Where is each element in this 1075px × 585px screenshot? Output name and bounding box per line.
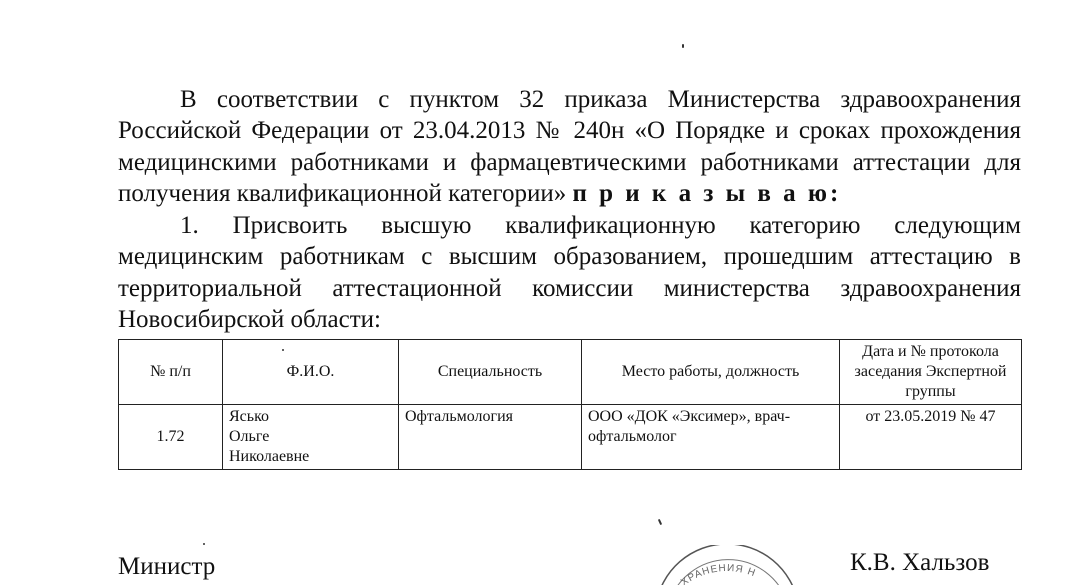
scan-speck xyxy=(658,519,662,525)
row-number: 1.72 xyxy=(119,405,223,470)
row-full-name xyxy=(223,405,399,470)
scan-speck xyxy=(682,44,684,48)
row-workplace: ООО «ДОК «Эксимер», врач-офтальмолог xyxy=(582,405,840,470)
first-name: Ольге xyxy=(229,428,270,445)
stamp-text: ХРАНЕНИЯ Н xyxy=(679,562,758,585)
header-full-name: Ф.И.О. xyxy=(223,340,399,405)
preamble-text: В соответствии с пунктом 32 приказа Министерства здравоохранения Российской Федерации от 23.04.2013 № 240н «О Порядке и сроках прохождения медицинскими работниками и фармацевтическими работниками аттестации для получения квалификационной категории» xyxy=(118,86,1021,207)
scan-speck xyxy=(282,349,284,351)
order-keyword: п р и к а з ы в а ю: xyxy=(572,179,842,207)
header-number: № п/п xyxy=(119,340,223,405)
surname: Ясько xyxy=(229,408,270,425)
attestation-table xyxy=(118,339,1022,470)
table-row xyxy=(119,405,1022,470)
patronymic: Николаевне xyxy=(229,448,310,465)
header-workplace: Место работы, должность xyxy=(582,340,840,405)
order-item-text: 1. Присвоить высшую квалификационную категорию следующим медицинским работникам с высшим образованием, прошедшим аттестацию в территориальной аттестационной комиссии министерства здравоохранения Новосибирской области: xyxy=(118,212,1021,333)
order-item-paragraph xyxy=(118,210,1021,335)
scan-speck xyxy=(203,543,205,545)
official-stamp xyxy=(650,545,800,585)
header-specialty: Специальность xyxy=(399,340,582,405)
header-protocol: Дата и № протокола заседания Экспертной группы xyxy=(840,340,1022,405)
row-specialty: Офтальмология xyxy=(399,405,582,470)
table-header-row xyxy=(119,340,1022,405)
svg-text:ХРАНЕНИЯ Н xyxy=(679,563,757,585)
row-protocol: от 23.05.2019 № 47 xyxy=(840,405,1022,470)
order-preamble-paragraph xyxy=(118,84,1021,209)
signatory-name: К.В. Хальзов xyxy=(850,549,990,576)
signatory-title: Министр xyxy=(118,553,216,580)
